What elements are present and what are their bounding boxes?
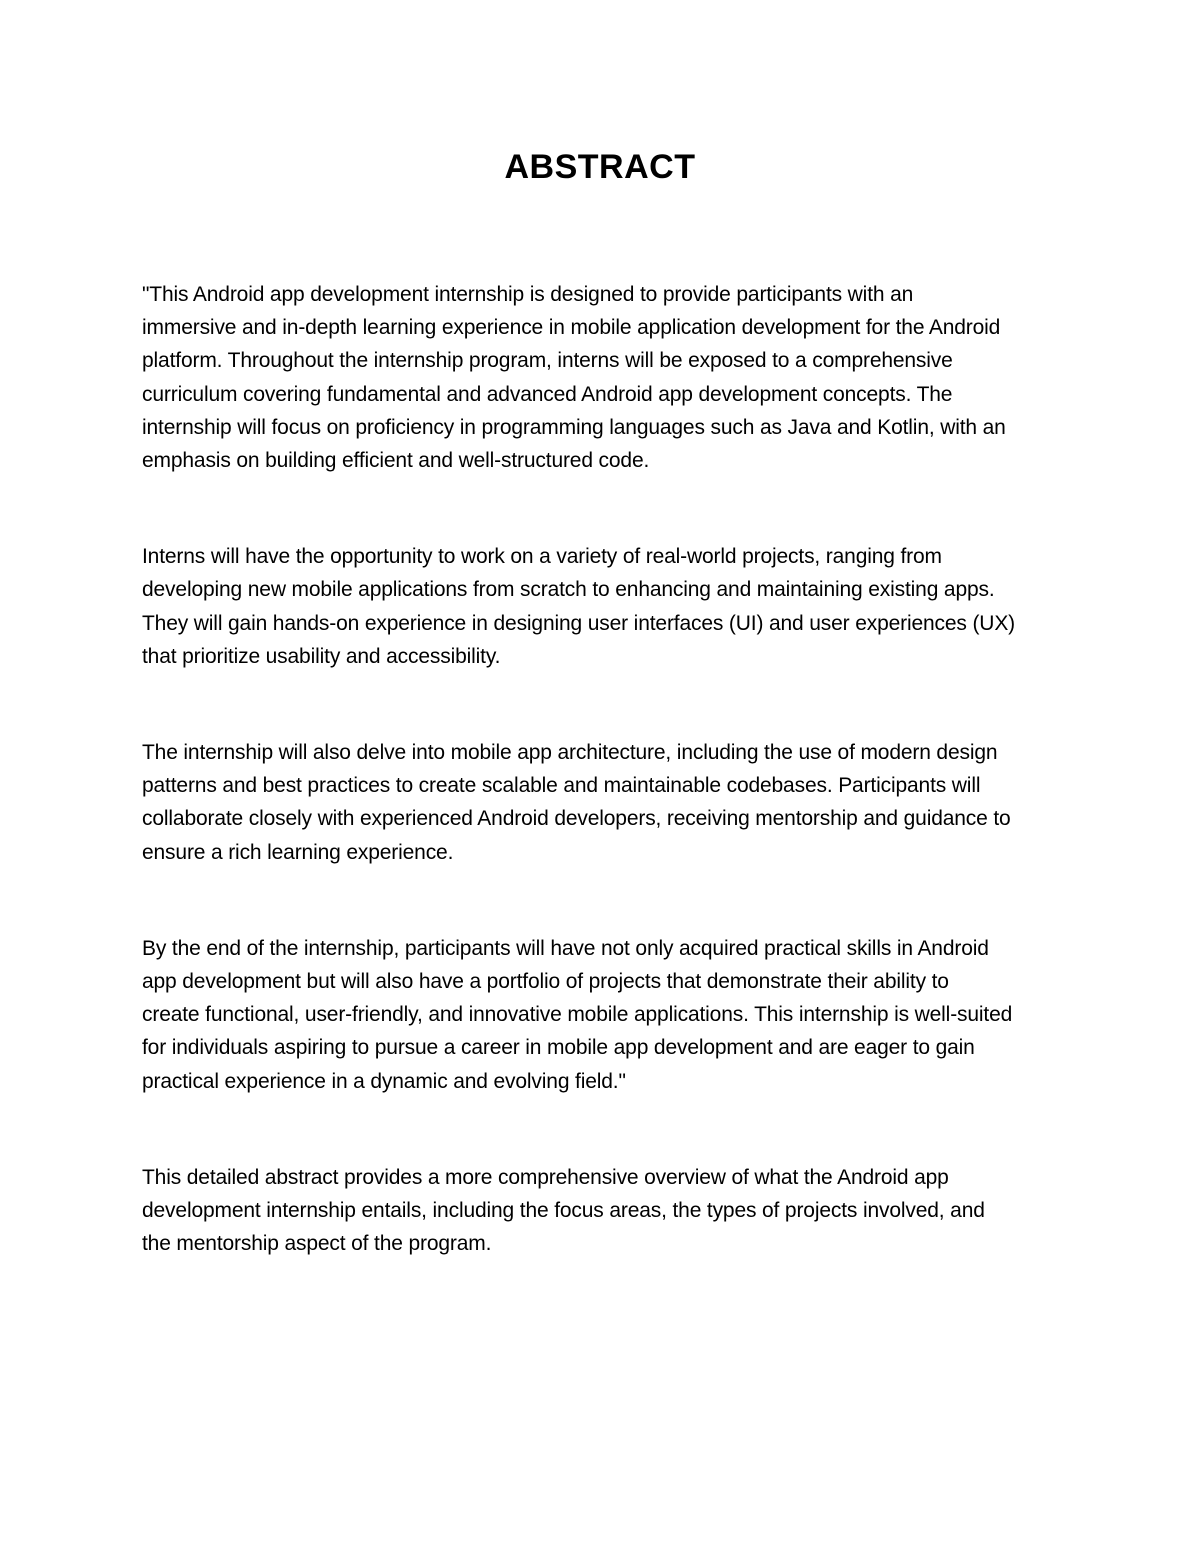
paragraph-line: development internship entails, including the focus areas, the types of projects involved, and (142, 1199, 985, 1223)
paragraph (142, 278, 1062, 477)
paragraph-line: "This Android app development internship is designed to provide participants with an (142, 283, 914, 306)
paragraph-line: By the end of the internship, participants will have not only acquired practical skills in Android (142, 936, 989, 960)
paragraph-line: that prioritize usability and accessibility. (142, 644, 501, 668)
paragraph-line: collaborate closely with experienced Android developers, receiving mentorship and guidance to (142, 807, 1011, 831)
paragraph (142, 932, 1062, 1098)
paragraph-line: emphasis on building efficient and well-structured code. (142, 449, 650, 473)
page-title: ABSTRACT (504, 148, 696, 186)
abstract-body (142, 278, 1062, 1323)
paragraph-line: Interns will have the opportunity to work on a variety of real-world projects, ranging from (142, 545, 942, 569)
paragraph-line: curriculum covering fundamental and advanced Android app development concepts. The (142, 382, 953, 406)
paragraph-line: app development but will also have a portfolio of projects that demonstrate their ability to (142, 970, 949, 994)
paragraph-line: This detailed abstract provides a more comprehensive overview of what the Android app (142, 1165, 949, 1189)
paragraph-line: They will gain hands-on experience in designing user interfaces (UI) and user experiences (UX) (142, 611, 1016, 635)
paragraph-line: create functional, user-friendly, and innovative mobile applications. This internship is well-suited (142, 1003, 1013, 1027)
paragraph-line: The internship will also delve into mobile app architecture, including the use of modern design (142, 741, 998, 765)
paragraph-line: developing new mobile applications from scratch to enhancing and maintaining existing apps. (142, 578, 995, 602)
paragraph (142, 540, 1062, 673)
paragraph-line: the mentorship aspect of the program. (142, 1232, 492, 1256)
paragraph-line: ensure a rich learning experience. (142, 840, 454, 864)
paragraph-line: practical experience in a dynamic and evolving field." (142, 1069, 626, 1093)
paragraph-line: internship will focus on proficiency in programming languages such as Java and Kotlin, with an (142, 415, 1006, 439)
paragraph-line: patterns and best practices to create scalable and maintainable codebases. Participants will (142, 774, 981, 798)
paragraph-line: immersive and in-depth learning experience in mobile application development for the Android (142, 316, 1001, 340)
paragraph-line: for individuals aspiring to pursue a career in mobile app development and are eager to gain (142, 1036, 975, 1060)
paragraph (142, 1161, 1062, 1261)
paragraph (142, 736, 1062, 869)
paragraph-line: platform. Throughout the internship program, interns will be exposed to a comprehensive (142, 349, 953, 373)
